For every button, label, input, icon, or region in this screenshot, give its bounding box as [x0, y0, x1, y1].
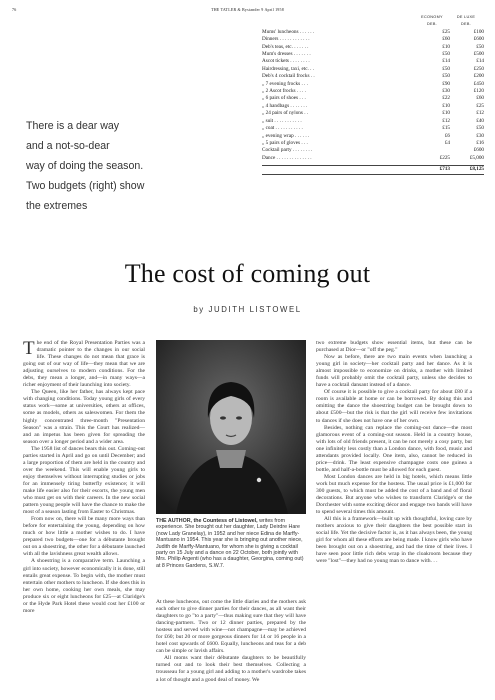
drop-cap: T	[23, 338, 35, 359]
article-paragraph: Of course it is possible to give a cocktail party for about £80 if a room is available at home or can be borrowed. By doing this and omitting the dance the shoestring budget can be brought down to about £500—but the risk is that the girl will receive few invitations to dances if she does not have one of her own.	[316, 389, 472, 424]
deluxe-value: £60	[476, 95, 484, 102]
deluxe-value: £25	[476, 102, 484, 109]
article-paragraph: The 1958 list of dances bears this out. Coming-out parties started in April and go on until December; and a large proportion of them are held in the country and over the weekend. This will enable young girls to enjoy themselves without interrupting studies or jobs for an immensely tiring butterfly existence; it will make life easier also for their escorts, the young men who must get on with their careers. In the new social pattern young people will have the chance to make the most of a season lasting from Easter to Christmas.	[23, 445, 145, 516]
header-spacer	[262, 14, 416, 29]
deluxe-value: £50	[476, 125, 484, 132]
deluxe-value: £600	[473, 36, 484, 43]
deluxe-value: £50	[476, 43, 484, 50]
deluxe-header	[448, 14, 484, 29]
budget-item-label: Hairdressing, taxi, etc. . .	[262, 65, 315, 72]
author-photo	[156, 340, 306, 514]
economy-value: £30	[442, 88, 450, 95]
total-label	[262, 166, 420, 173]
budget-row	[262, 125, 484, 132]
article-paragraph: Most London dances are held in big hotels, which means little work but much expense for the hostess. The usual price is £1,000 for 300 guests, to which must be added the cost of a band and of floral decorations. But anyone who wishes to transform Claridge's or the Dorchester with some exciting décor and engage two bands will have to spend several times this amount.	[316, 473, 472, 516]
budget-rows	[262, 29, 484, 162]
budget-item-label: Cocktail party . . . . . . . .	[262, 147, 313, 154]
total-deluxe: £8,125	[469, 166, 484, 173]
caption-lead: THE AUTHOR, the Countess of Listowel,	[156, 518, 258, 524]
caption-text: writes from experience. She brought out her daughter, Lady Deirdre Hare (now Lady Granelay), in 1952 and her niece Edina de Marffy-Mantuano in 1954. This year she is bringing out another niece, Judith de Marffy-Mantuano, for whom she is giving a cocktail party on 15 July and a dance on 22 October, both jointly with Mrs. Philip Argenti (who has a daughter, Georgina, coming out) at 8 Princes Gardens, S.W.7.	[156, 518, 304, 569]
budget-row	[262, 29, 484, 36]
economy-value	[420, 147, 450, 154]
economy-value: £25	[442, 28, 450, 35]
budget-item-label: „ 2 Ascot frocks . . . .	[262, 88, 306, 95]
article-byline: by JUDITH LISTOWEL	[193, 305, 302, 314]
budget-row	[262, 155, 484, 162]
economy-header-line1: ECONOMY	[421, 15, 443, 19]
budget-row	[262, 81, 484, 88]
budget-row	[262, 133, 484, 140]
article-paragraph: At these luncheons, out come the little diaries and the mothers ask each other to give dinner parties for their dances, as all want their daughters to go "to a party"—thus making sure that they will have dancing-partners. Two or 12 dinner parties, prepared by the hostess and served with wine—not champagne—may be achieved for £60; but 20 or more gorgeous dinners for 14 or 16 people in a hotel cost upwards of £600. Equally, luncheons and teas for a deb can be simple or lavish affairs.	[156, 599, 306, 655]
intro-line: Two budgets (right) show	[26, 180, 145, 192]
intro-line: way of doing the season.	[26, 160, 144, 172]
deluxe-value: £500	[473, 51, 484, 58]
budget-row	[262, 95, 484, 102]
deluxe-value: £16	[476, 139, 484, 146]
budget-row	[262, 58, 484, 65]
article-paragraph: The Queen, like her father, has always kept pace with changing conditions. Today young girls of every status work—some at universities, others at offices, some as models, others as saleswomen. For them the highly concentrated three-month "Presentation Season" was a strain. This the Court has realized—and an impetus has been given for spreading the season over a longer period and a wider area.	[23, 389, 145, 445]
deluxe-value: £250	[473, 65, 484, 72]
photo-caption	[156, 518, 306, 569]
economy-value: £50	[442, 73, 450, 80]
deluxe-value: £30	[476, 132, 484, 139]
deluxe-header-line2: DEB.	[460, 22, 472, 27]
article-column-1	[23, 340, 145, 615]
deluxe-value: £12	[476, 110, 484, 117]
budget-total-row	[262, 165, 484, 174]
budget-item-label: „ 4 handbags . . . . . . .	[262, 102, 308, 109]
economy-value: £12	[442, 117, 450, 124]
economy-value: £4	[444, 139, 450, 146]
budget-item-label: „ coat . . . . . . . . . . .	[262, 125, 303, 132]
article-paragraph: Besides, nothing can replace the coming-out dance—the most glamorous event of a coming-out season. Held in a country house, with lots of old friends present, it can be not merely a cosy party, but one infinitely less costly than a London dance, with food, music and attendants provided locally. One item, also, cannot be reduced in price—drink. The least expensive champagne costs one guinea a bottle, and half-a-bottle must be allowed for each guest.	[316, 424, 472, 473]
budget-row	[262, 110, 484, 117]
budget-row	[262, 147, 484, 154]
economy-header-line2: DEB.	[426, 22, 438, 27]
economy-value: £50	[442, 51, 450, 58]
economy-value: £90	[442, 80, 450, 87]
budget-row	[262, 66, 484, 73]
economy-header	[416, 14, 448, 29]
budget-row	[262, 73, 484, 80]
article-column-2	[156, 599, 306, 684]
economy-value: £10	[442, 43, 450, 50]
budget-item-label: „ 7 evening frocks . . .	[262, 80, 308, 87]
intro-blurb	[26, 116, 216, 216]
deluxe-value: £14	[476, 58, 484, 65]
budget-item-label: Mum's dresses . . . . . . .	[262, 51, 311, 58]
economy-value: £225	[439, 154, 450, 161]
total-economy: £713	[439, 166, 450, 173]
economy-value: £60	[442, 36, 450, 43]
economy-value: £50	[442, 65, 450, 72]
budget-table-header	[262, 14, 484, 29]
deluxe-value: £200	[473, 73, 484, 80]
intro-line: and a not-so-dear	[26, 140, 110, 152]
budget-row	[262, 36, 484, 43]
budget-row	[262, 44, 484, 51]
article-paragraph: Now as before, there are two main events when launching a young girl in society—her cocktail party and her dance. As it is almost impossible to economize on drinks, a mother with limited funds will probably omit the cocktail party, unless she decides to have a cocktail dansant instead of a dance.	[316, 354, 472, 389]
budget-row	[262, 88, 484, 95]
paragraph-text: he end of the Royal Presentation Parties was a dramatic pointer to the changes in our social life. These changes do not mean that grace is going out of our way of life—they mean that we are adjusting ourselves to modern conditions. For the debs, they mean a longer, and—in many ways—a richer enjoyment of their launching into society.	[23, 340, 145, 389]
economy-value: £10	[442, 102, 450, 109]
budget-table	[262, 14, 484, 175]
budget-row	[262, 51, 484, 58]
budget-item-label: Ascot tickets . . . . . . . .	[262, 58, 310, 65]
deluxe-value: £5,000	[469, 154, 484, 161]
page-number: 76	[12, 7, 17, 12]
article-column-3	[316, 340, 472, 566]
deluxe-value: £600	[473, 147, 484, 154]
article-paragraph: All this is a framework—built up with thoughtful, loving care by mothers anxious to give their daughters the best possible start in social life. Yet the decisive factor is, as it has always been, the young girl for whom all these efforts are being made. I know girls who have been brought out on a shoestring, and had the time of their lives. I have seen poor little rich debs wrap in the cloakroom because they were "lost"—they had no young man to dance with. . .	[316, 516, 472, 565]
budget-item-label: „ suit . . . . . . . . . . .	[262, 117, 302, 124]
economy-value: £14	[442, 58, 450, 65]
budget-item-label: „ 5 pairs of gloves . . .	[262, 139, 308, 146]
article-paragraph	[23, 340, 145, 389]
economy-value: £15	[442, 125, 450, 132]
author-portrait-image	[156, 340, 306, 514]
intro-line: the extremes	[26, 200, 88, 212]
article-paragraph: A shoestring is a comparative term. Launching a girl into society, however economically it is done, still entails great expense. To begin with, the mother must entertain other mothers to luncheon. If she does this in her own home, cooking her own meals, she may produce six or eight luncheons for £25—at Claridge's or the Hyde Park Hotel these would cost her £100 or more	[23, 558, 145, 614]
deluxe-header-line1: DE LUXE	[456, 15, 476, 19]
budget-item-label: „ evening wrap . . . . . .	[262, 132, 310, 139]
budget-item-label: Dinners . . . . . . . . . . . .	[262, 36, 310, 43]
budget-row	[262, 140, 484, 147]
budget-item-label: Dance . . . . . . . . . . . . . .	[262, 154, 312, 161]
budget-row	[262, 118, 484, 125]
article-paragraph: From now on, there will be many more ways than before for entertaining the young, depending on how much or how little a mother wishes to do. I have prepared two budgets—one for a débutante brought out on a shoestring, the other for a débutante launched with all the lavishness great wealth allows.	[23, 516, 145, 558]
article-paragraph: All moms want their débutante daughters to be beautifully turned out and to look their best themselves. Collecting a trousseau for a young girl and adding to a mother's wardrobe takes a lot of thought and a good deal of money. We	[156, 655, 306, 683]
economy-value: £22	[442, 95, 450, 102]
budget-item-label: „ 6 pairs of shoes . . .	[262, 95, 306, 102]
intro-line: There is a dear way	[26, 120, 120, 132]
economy-value: £6	[444, 132, 450, 139]
deluxe-value: £40	[476, 117, 484, 124]
deluxe-value: £120	[473, 88, 484, 95]
budget-item-label: Mums' luncheons . . . . . .	[262, 28, 315, 35]
deluxe-value: £100	[473, 28, 484, 35]
economy-value: £10	[442, 110, 450, 117]
budget-item-label: „ 24 pairs of nylons . .	[262, 110, 309, 117]
budget-row	[262, 103, 484, 110]
budget-item-label: Deb's 4 cocktail frocks . .	[262, 73, 315, 80]
budget-item-label: Deb's teas, etc. . . . . . .	[262, 43, 309, 50]
article-title: The cost of coming out	[124, 259, 371, 288]
article-paragraph: two extreme budgets show essential items, but these can be purchased at Dior—or "off the peg."	[316, 340, 472, 354]
running-head: THE TATLER & Bystander 9 April 1958	[211, 7, 284, 12]
deluxe-value: £450	[473, 80, 484, 87]
